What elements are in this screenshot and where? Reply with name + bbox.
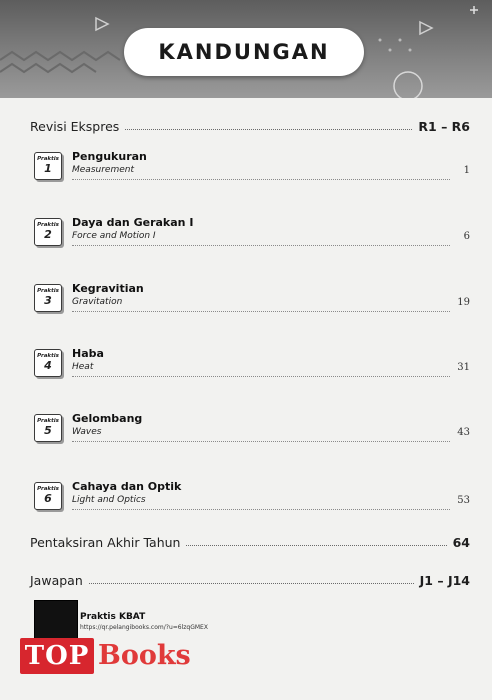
page-title: KANDUNGAN: [158, 40, 330, 64]
praktis-badge: [34, 218, 62, 246]
chapter-subtitle: Light and Optics: [72, 495, 146, 505]
praktis-badge: [34, 414, 62, 442]
dot-leader: [72, 441, 450, 442]
praktis-badge: [34, 482, 62, 510]
watermark-top: TOP: [20, 638, 94, 674]
toc-chapter-3[interactable]: [34, 282, 470, 316]
badge-number: 4: [44, 359, 52, 372]
chapter-subtitle: Gravitation: [72, 297, 123, 307]
dot-leader: [72, 509, 450, 510]
chapter-subtitle: Force and Motion I: [72, 231, 156, 241]
praktis-badge: [34, 152, 62, 180]
chapter-page: 53: [457, 495, 470, 506]
toc-label: Jawapan: [30, 573, 83, 588]
chapter-page: 19: [457, 297, 470, 308]
toc-chapter-4[interactable]: [34, 347, 470, 381]
toc-row-pentaksiran[interactable]: [30, 528, 470, 550]
badge-word: Praktis: [37, 353, 59, 359]
chapter-title: Daya dan Gerakan I: [72, 216, 194, 229]
badge-number: 6: [44, 492, 52, 505]
toc-page: J1 – J14: [419, 573, 470, 588]
chapter-subtitle: Heat: [72, 362, 94, 372]
toc-label: Revisi Ekspres: [30, 119, 120, 134]
toc-page: R1 – R6: [418, 119, 470, 134]
badge-number: 5: [44, 424, 52, 437]
chapter-title: Pengukuran: [72, 150, 147, 163]
chapter-page: 1: [463, 165, 470, 176]
header-banner: [0, 0, 492, 98]
praktis-badge: [34, 284, 62, 312]
toc-chapter-2[interactable]: [34, 216, 470, 250]
badge-number: 2: [44, 228, 52, 241]
topbooks-watermark: [20, 638, 220, 678]
chapter-title: Kegravitian: [72, 282, 144, 295]
badge-word: Praktis: [37, 288, 59, 294]
badge-word: Praktis: [37, 418, 59, 424]
toc-chapter-1[interactable]: [34, 150, 470, 184]
badge-word: Praktis: [37, 486, 59, 492]
toc-chapter-5[interactable]: [34, 412, 470, 446]
chapter-page: 31: [457, 362, 470, 373]
toc-label: Pentaksiran Akhir Tahun: [30, 535, 181, 550]
qr-title: Praktis KBAT: [80, 612, 146, 622]
watermark-books: Books: [98, 640, 191, 671]
dot-leader: [72, 376, 450, 377]
qr-url[interactable]: https://qr.pelangibooks.com/?u=6lzqGMEX: [80, 624, 208, 631]
praktis-badge: [34, 349, 62, 377]
chapter-page: 43: [457, 427, 470, 438]
toc-page: 64: [452, 535, 470, 550]
dot-leader: [72, 245, 450, 246]
badge-number: 1: [44, 162, 52, 175]
toc-row-revisi-ekspres[interactable]: [30, 112, 470, 134]
badge-word: Praktis: [37, 222, 59, 228]
chapter-page: 6: [463, 231, 470, 242]
chapter-title: Haba: [72, 347, 104, 360]
badge-word: Praktis: [37, 156, 59, 162]
badge-number: 3: [44, 294, 52, 307]
dot-leader: [125, 129, 412, 130]
toc-row-jawapan[interactable]: [30, 566, 470, 588]
chapter-title: Cahaya dan Optik: [72, 480, 182, 493]
title-pill: [124, 28, 364, 76]
dot-leader: [72, 311, 450, 312]
dot-leader: [186, 545, 446, 546]
chapter-title: Gelombang: [72, 412, 143, 425]
chapter-subtitle: Waves: [72, 427, 102, 437]
toc-chapter-6[interactable]: [34, 480, 470, 514]
chapter-subtitle: Measurement: [72, 165, 134, 175]
dot-leader: [89, 583, 414, 584]
dot-leader: [72, 179, 450, 180]
